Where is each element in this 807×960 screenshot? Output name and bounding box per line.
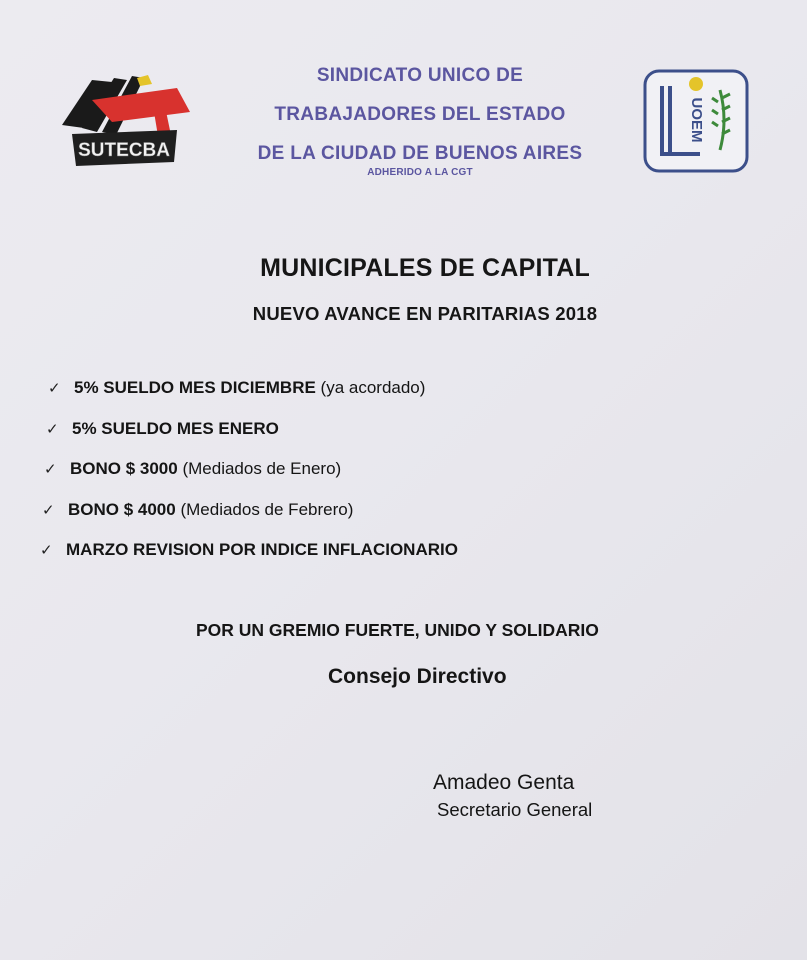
signer-title: Secretario General (437, 799, 593, 820)
union-line-2: TRABAJADORES DEL ESTADO (274, 104, 566, 125)
list-item: ✓ BONO $ 4000 (Mediados de Febrero) (42, 500, 354, 519)
check-icon: ✓ (46, 421, 59, 438)
list-item: ✓ MARZO REVISION POR INDICE INFLACIONARIO (40, 540, 458, 559)
uoem-logo (642, 68, 750, 174)
list-item: ✓ 5% SUELDO MES DICIEMBRE (ya acordado) (48, 378, 426, 397)
svg-text:UOEM: UOEM (688, 97, 705, 143)
union-name (230, 56, 610, 178)
list-item: ✓ 5% SUELDO MES ENERO (46, 419, 279, 438)
union-line-3: DE LA CIUDAD DE BUENOS AIRES (257, 143, 583, 164)
check-icon: ✓ (48, 380, 61, 397)
page-title: MUNICIPALES DE CAPITAL (260, 254, 590, 282)
page-subtitle: NUEVO AVANCE EN PARITARIAS 2018 (252, 303, 598, 324)
signer-name: Amadeo Genta (433, 771, 575, 794)
list-item: ✓ BONO $ 3000 (Mediados de Enero) (44, 459, 342, 478)
slogan: POR UN GREMIO FUERTE, UNIDO Y SOLIDARIO (196, 620, 599, 640)
check-icon: ✓ (44, 461, 57, 478)
check-icon: ✓ (40, 542, 53, 559)
union-affiliation: ADHERIDO A LA CGT (367, 167, 473, 178)
union-line-1: SINDICATO UNICO DE (316, 65, 524, 86)
check-icon: ✓ (42, 502, 55, 519)
svg-text:SUTECBA: SUTECBA (78, 140, 170, 161)
council-name: Consejo Directivo (328, 665, 507, 688)
sutecba-logo (52, 70, 197, 170)
